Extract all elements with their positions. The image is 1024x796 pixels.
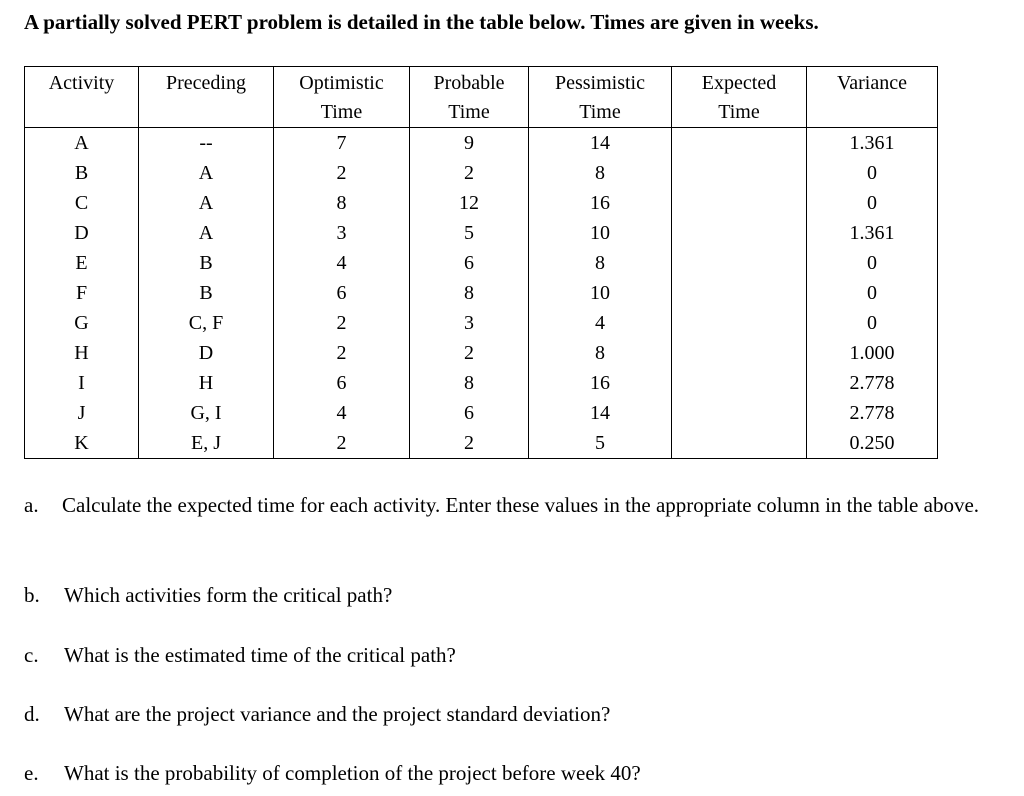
table-row xyxy=(25,398,938,428)
question-item xyxy=(24,758,641,788)
activity-cell: C xyxy=(25,188,139,218)
optimistic-cell: 2 xyxy=(274,308,410,338)
optimistic-cell: 8 xyxy=(274,188,410,218)
variance-cell: 0.250 xyxy=(807,428,938,459)
expected-cell[interactable] xyxy=(672,188,807,218)
activity-cell: I xyxy=(25,368,139,398)
probable-cell: 6 xyxy=(410,398,529,428)
probable-cell: 5 xyxy=(410,218,529,248)
activity-cell: D xyxy=(25,218,139,248)
variance-cell: 2.778 xyxy=(807,398,938,428)
optimistic-cell: 4 xyxy=(274,248,410,278)
variance-cell: 1.000 xyxy=(807,338,938,368)
preceding-cell: E, J xyxy=(139,428,274,459)
variance-cell: 2.778 xyxy=(807,368,938,398)
activity-cell: K xyxy=(25,428,139,459)
table-row xyxy=(25,158,938,188)
optimistic-cell: 3 xyxy=(274,218,410,248)
optimistic-cell: 6 xyxy=(274,278,410,308)
preceding-cell: A xyxy=(139,158,274,188)
variance-cell: 0 xyxy=(807,248,938,278)
probable-cell: 2 xyxy=(410,338,529,368)
preceding-cell: G, I xyxy=(139,398,274,428)
pessimistic-cell: 8 xyxy=(529,248,672,278)
pessimistic-cell: 14 xyxy=(529,128,672,159)
preceding-cell: B xyxy=(139,248,274,278)
question-text: What are the project variance and the project standard deviation? xyxy=(64,702,611,726)
header-row xyxy=(25,67,938,128)
pessimistic-cell: 14 xyxy=(529,398,672,428)
preceding-cell: H xyxy=(139,368,274,398)
pessimistic-cell: 8 xyxy=(529,158,672,188)
question-item xyxy=(24,580,392,610)
table-row xyxy=(25,128,938,159)
table-row xyxy=(25,218,938,248)
pessimistic-cell: 4 xyxy=(529,308,672,338)
pessimistic-cell: 10 xyxy=(529,218,672,248)
variance-cell: 0 xyxy=(807,158,938,188)
probable-cell: 12 xyxy=(410,188,529,218)
question-letter: c. xyxy=(24,643,39,667)
probable-cell: 2 xyxy=(410,158,529,188)
expected-cell[interactable] xyxy=(672,158,807,188)
expected-cell[interactable] xyxy=(672,218,807,248)
question-text: What is the probability of completion of the project before week 40? xyxy=(64,761,641,785)
question-text: Which activities form the critical path? xyxy=(64,583,393,607)
preceding-cell: A xyxy=(139,188,274,218)
table-row xyxy=(25,428,938,459)
pessimistic-cell: 16 xyxy=(529,188,672,218)
activity-cell: H xyxy=(25,338,139,368)
variance-cell: 0 xyxy=(807,188,938,218)
pessimistic-cell: 10 xyxy=(529,278,672,308)
preceding-cell: B xyxy=(139,278,274,308)
preceding-cell: A xyxy=(139,218,274,248)
probable-cell: 6 xyxy=(410,248,529,278)
optimistic-cell: 6 xyxy=(274,368,410,398)
expected-cell[interactable] xyxy=(672,398,807,428)
table-row xyxy=(25,188,938,218)
optimistic-cell: 2 xyxy=(274,428,410,459)
optimistic-cell: 7 xyxy=(274,128,410,159)
table-row xyxy=(25,368,938,398)
table-row xyxy=(25,248,938,278)
expected-cell[interactable] xyxy=(672,128,807,159)
variance-cell: 0 xyxy=(807,308,938,338)
activity-cell: E xyxy=(25,248,139,278)
optimistic-cell: 4 xyxy=(274,398,410,428)
optimistic-cell: 2 xyxy=(274,338,410,368)
problem-heading: A partially solved PERT problem is detailed in the table below. Times are given in weeks. xyxy=(24,10,819,34)
table-row xyxy=(25,278,938,308)
header-probable-time: Probable Time xyxy=(410,67,529,128)
question-letter: d. xyxy=(24,702,40,726)
optimistic-cell: 2 xyxy=(274,158,410,188)
question-text: Calculate the expected time for each activity. Enter these values in the appropriate column in the table above. xyxy=(62,493,980,517)
pessimistic-cell: 8 xyxy=(529,338,672,368)
activity-cell: F xyxy=(25,278,139,308)
activity-cell: G xyxy=(25,308,139,338)
expected-cell[interactable] xyxy=(672,308,807,338)
table-row xyxy=(25,308,938,338)
expected-cell[interactable] xyxy=(672,368,807,398)
header-preceding: Preceding xyxy=(139,67,274,128)
header-variance: Variance xyxy=(807,67,938,128)
variance-cell: 1.361 xyxy=(807,128,938,159)
activity-cell: J xyxy=(25,398,139,428)
pert-table-header xyxy=(25,67,938,128)
question-letter: b. xyxy=(24,583,40,607)
question-letter: e. xyxy=(24,761,39,785)
table-row xyxy=(25,338,938,368)
pessimistic-cell: 16 xyxy=(529,368,672,398)
expected-cell[interactable] xyxy=(672,248,807,278)
pert-table-body xyxy=(25,128,938,459)
question-letter: a. xyxy=(24,493,39,517)
header-optimistic-time: Optimistic Time xyxy=(274,67,410,128)
preceding-cell: -- xyxy=(139,128,274,159)
header-pessimistic-time: Pessimistic Time xyxy=(529,67,672,128)
preceding-cell: C, F xyxy=(139,308,274,338)
question-item xyxy=(24,640,456,670)
preceding-cell: D xyxy=(139,338,274,368)
activity-cell: A xyxy=(25,128,139,159)
pert-table xyxy=(24,66,938,459)
probable-cell: 8 xyxy=(410,368,529,398)
probable-cell: 8 xyxy=(410,278,529,308)
variance-cell: 0 xyxy=(807,278,938,308)
pessimistic-cell: 5 xyxy=(529,428,672,459)
expected-cell[interactable] xyxy=(672,428,807,459)
probable-cell: 3 xyxy=(410,308,529,338)
expected-cell[interactable] xyxy=(672,338,807,368)
probable-cell: 2 xyxy=(410,428,529,459)
question-item xyxy=(24,699,610,729)
expected-cell[interactable] xyxy=(672,278,807,308)
question-text: What is the estimated time of the critical path? xyxy=(64,643,456,667)
activity-cell: B xyxy=(25,158,139,188)
variance-cell: 1.361 xyxy=(807,218,938,248)
probable-cell: 9 xyxy=(410,128,529,159)
question-item xyxy=(24,490,1009,520)
header-expected-time: Expected Time xyxy=(672,67,807,128)
header-activity: Activity xyxy=(25,67,139,128)
